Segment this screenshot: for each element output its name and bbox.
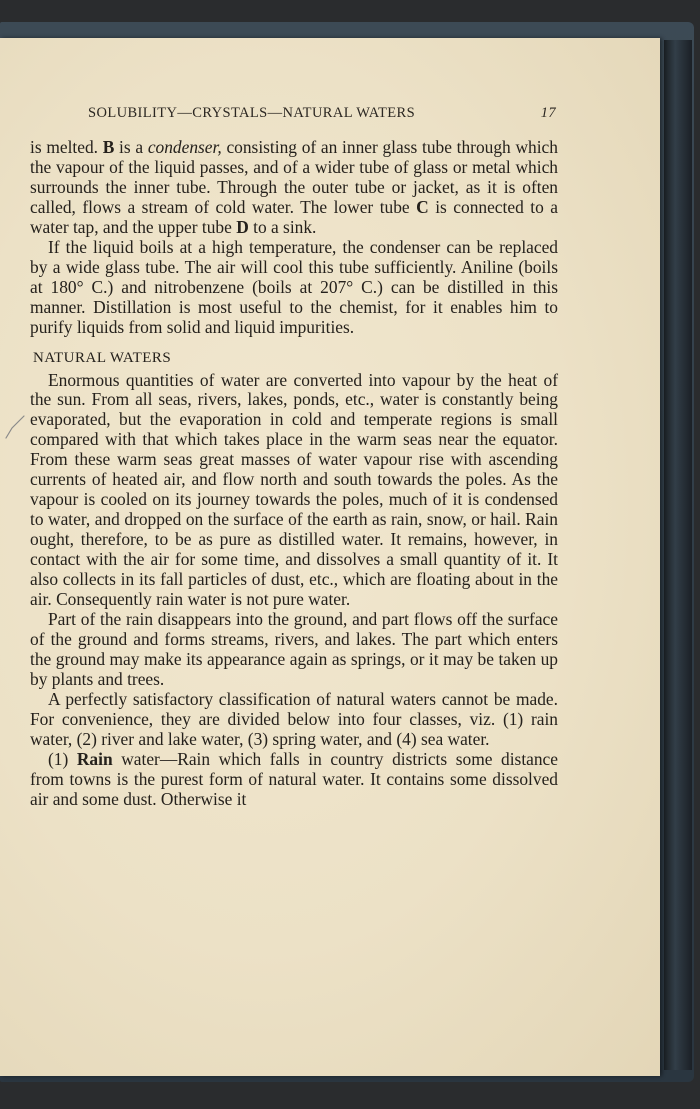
text-run: consisting of an inner glass tube through which the vapour of the liquid passes, and of a wider tube of glass or metal which surrounds the inner tube. Through the outer tube or jacket, as it is often called, flows a stream of cold water. The lower tube: [30, 137, 558, 217]
running-head-title: SOLUBILITY—CRYSTALS—NATURAL WATERS: [88, 105, 416, 121]
label-b: B: [102, 137, 115, 157]
label-d: D: [236, 216, 249, 237]
paragraph-classification: A perfectly satisfactory classification of natural waters cannot be made. For convenience, they are divided below into four classes, viz. (1) rain water, (2) river and lake water, (3) spring water, and (4) sea water.: [30, 688, 558, 749]
text-run: water—Rain which falls in country districts some distance from towns is the purest form of natural water. It contains some dissolved air and some dust. Otherwise it: [30, 748, 558, 809]
text-run: to a sink.: [248, 216, 317, 237]
paragraph-condenser: [30, 138, 558, 238]
book-spine-edge: [664, 40, 692, 1070]
subheading-rain: Rain: [76, 748, 113, 769]
body-text: [30, 138, 558, 810]
paragraph-rain-ground: Part of the rain disappears into the ground, and part flows off the surface of the ground and forms streams, rivers, and lakes. The part which enters the ground may make its appearance again as springs, or it may be taken up by plants and trees.: [30, 608, 558, 689]
section-heading: NATURAL WATERS: [33, 349, 172, 366]
paragraph-evaporation: Enormous quantities of water are converted into vapour by the heat of the sun. From all seas, rivers, lakes, ponds, etc., water is constantly being evaporated, but the evaporation in cold and temperate regions is small compared with that which takes place in the warm seas near the equator. From these warm seas great masses of water vapour rise with ascending currents of heated air, and flow north and south towards the poles. As the vapour is cooled on its journey towards the poles, much of it is condensed to water, and dropped on the surface of the earth as rain, snow, or hail. Rain ought, therefore, to be as pure as distilled water. It remains, however, in contact with the air for some time, and dissolves a small quantity of it. It also collects in its fall particles of dust, etc., which are floating about in the air. Consequently rain water is not pure water.: [30, 369, 558, 610]
text-run: (1): [48, 748, 77, 769]
book-page: [0, 38, 660, 1076]
pencil-tick-mark: [4, 414, 30, 442]
label-c: C: [416, 196, 429, 217]
paragraph-rain-water: [30, 750, 558, 810]
text-run: is connected to a water tap, and the upper tube: [30, 196, 558, 237]
text-run: is melted.: [30, 137, 103, 157]
paragraph-high-temperature: If the liquid boils at a high temperature, the condenser can be replaced by a wide glass tube. The air will cool this tube sufficiently. Aniline (boils at 180° C.) and nitrobenzene (boils at 207° C.) can be distilled in this manner. Distillation is most useful to the chemist, for it enables him to purify liquids from solid and liquid impurities.: [30, 236, 558, 337]
text-run: is a: [114, 137, 148, 157]
term-condenser: condenser,: [147, 137, 222, 157]
page-number: 17: [540, 105, 556, 121]
